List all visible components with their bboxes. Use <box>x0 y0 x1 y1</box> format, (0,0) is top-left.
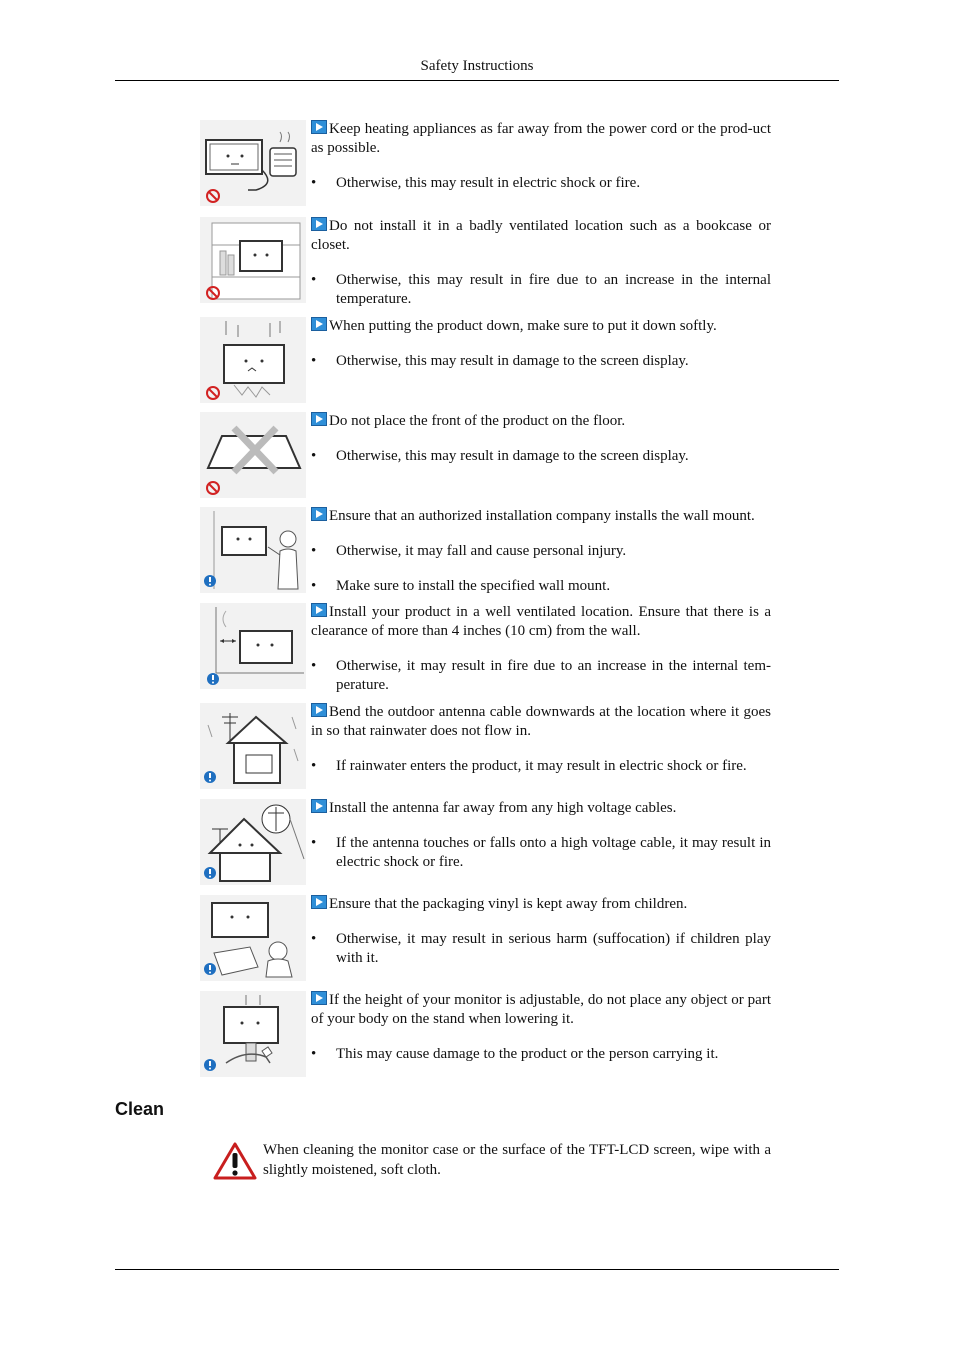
illustration-wall-clearance <box>200 603 306 689</box>
safety-item-lead: Do not place the front of the product on the floor. <box>311 412 771 431</box>
bullet-dot: • <box>311 272 317 288</box>
bullet-dot: • <box>311 353 317 369</box>
bullet-dot: • <box>311 1046 317 1062</box>
safety-item-text <box>311 991 771 1064</box>
blue-arrow-marker-icon <box>311 217 327 231</box>
safety-item-text <box>311 507 771 596</box>
blue-arrow-marker-icon <box>311 799 327 813</box>
safety-item-bullet: • If rainwater enters the product, it may result in electric shock or fire. <box>311 758 747 774</box>
safety-item-bullet: • Otherwise, this may result in damage to the screen display. <box>311 353 689 369</box>
bookcase-monitor-illustration <box>200 217 306 303</box>
safety-item-lead: Install your product in a well ventilated location. Ensure that there is a clearance of more than 4 inches (10 cm) from the wall. <box>311 604 771 639</box>
safety-item-lead: Ensure that the packaging vinyl is kept away from children. <box>311 895 771 914</box>
safety-item-lead: Do not install it in a badly ventilated location such as a bookcase or closet. <box>311 218 771 253</box>
illustration-antenna-high-voltage <box>200 799 306 885</box>
bullet-dot: • <box>311 175 317 191</box>
blue-arrow-marker-icon <box>311 120 327 134</box>
illustration-antenna-cable-rain <box>200 703 306 789</box>
wall-clearance-illustration <box>200 603 306 689</box>
illustration-monitor-dropped <box>200 317 306 403</box>
heater-monitor-illustration <box>200 120 306 206</box>
header-rule <box>115 80 839 81</box>
antenna-high-voltage-illustration <box>200 799 306 885</box>
safety-item-text <box>311 120 771 193</box>
illustration-packaging-vinyl-child <box>200 895 306 981</box>
bullet-dot: • <box>311 835 317 851</box>
safety-item-bullet: • Otherwise, this may result in fire due to an increase in the internal temperature. <box>311 272 771 307</box>
blue-arrow-marker-icon <box>311 703 327 717</box>
safety-item-text <box>311 895 771 968</box>
dropped-monitor-illustration <box>200 317 306 403</box>
bullet-dot: • <box>311 758 317 774</box>
safety-item-bullet: • Make sure to install the specified wall mount. <box>311 578 611 594</box>
clean-instruction-text: When cleaning the monitor case or the surface of the TFT-LCD screen, wipe with a slightly moistened, soft cloth. <box>263 1142 771 1178</box>
safety-item-text <box>311 412 771 466</box>
safety-item-bullet: • Otherwise, it may result in fire due to an increase in the internal tem-perature. <box>311 658 771 693</box>
illustration-heater-near-power-cord <box>200 120 306 206</box>
safety-item-text <box>311 217 771 309</box>
safety-item-lead: Keep heating appliances as far away from the power cord or the prod-uct as possible. <box>311 121 771 156</box>
illustration-monitor-face-down <box>200 412 306 498</box>
safety-item-lead: When putting the product down, make sure to put it down softly. <box>311 317 771 336</box>
blue-arrow-marker-icon <box>311 603 327 617</box>
safety-item-text <box>311 603 771 695</box>
illustration-wall-mount-installer <box>200 507 306 593</box>
safety-item-lead: Ensure that an authorized installation company installs the wall mount. <box>311 507 771 526</box>
bullet-dot: • <box>311 448 317 464</box>
safety-item-bullet: • Otherwise, this may result in electric shock or fire. <box>311 175 641 191</box>
blue-arrow-marker-icon <box>311 507 327 521</box>
blue-arrow-marker-icon <box>311 412 327 426</box>
section-heading-clean: Clean <box>115 1099 165 1119</box>
blue-arrow-marker-icon <box>311 317 327 331</box>
safety-item-bullet: • Otherwise, it may result in serious harm (suffocation) if children play with it. <box>311 931 771 966</box>
blue-arrow-marker-icon <box>311 991 327 1005</box>
safety-item-lead: Install the antenna far away from any high voltage cables. <box>311 799 771 818</box>
face-down-monitor-illustration <box>200 412 306 498</box>
antenna-rain-illustration <box>200 703 306 789</box>
safety-item-text <box>311 317 771 371</box>
safety-item-text <box>311 799 771 872</box>
illustration-monitor-in-bookcase <box>200 217 306 303</box>
safety-item-lead: If the height of your monitor is adjustable, do not place any object or part of your body on the stand when lowering it. <box>311 992 771 1027</box>
bullet-dot: • <box>311 931 317 947</box>
stand-pinch-illustration <box>200 991 306 1077</box>
bullet-dot: • <box>311 658 317 674</box>
safety-item-bullet: • Otherwise, this may result in damage to the screen display. <box>311 448 689 464</box>
safety-item-bullet: • If the antenna touches or falls onto a high voltage cable, it may result in electric shock or fire. <box>311 835 771 870</box>
safety-item-bullet: • This may cause damage to the product or the person carrying it. <box>311 1046 719 1062</box>
warning-triangle-icon <box>213 1142 257 1180</box>
header-title: Safety Instructions <box>420 58 534 74</box>
packaging-child-illustration <box>200 895 306 981</box>
illustration-stand-hand-pinch <box>200 991 306 1077</box>
bullet-dot: • <box>311 543 317 559</box>
safety-item-text <box>311 703 771 776</box>
bullet-dot: • <box>311 578 317 594</box>
blue-arrow-marker-icon <box>311 895 327 909</box>
wall-mount-illustration <box>200 507 306 593</box>
safety-item-bullet: • Otherwise, it may fall and cause personal injury. <box>311 543 627 559</box>
safety-item-lead: Bend the outdoor antenna cable downwards at the location where it goes in so that rainwater does not flow in. <box>311 704 771 739</box>
footer-rule <box>115 1269 839 1270</box>
